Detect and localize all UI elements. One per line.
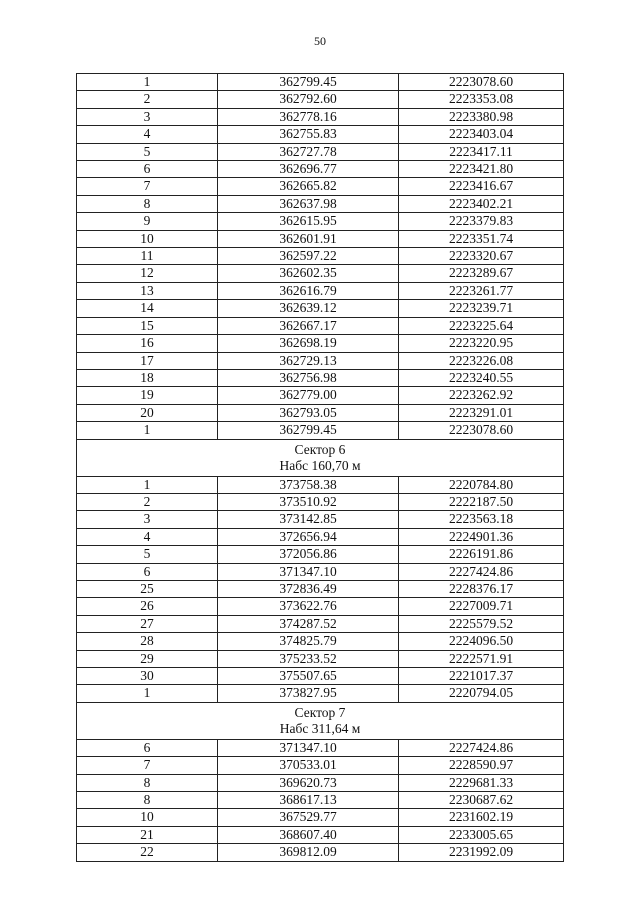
point-number-cell: 6 xyxy=(77,739,218,756)
y-coordinate-cell: 2231992.09 xyxy=(399,844,564,861)
point-number-cell: 1 xyxy=(77,685,218,702)
y-coordinate-cell: 2224096.50 xyxy=(399,633,564,650)
y-coordinate-cell: 2228376.17 xyxy=(399,580,564,597)
table-row xyxy=(77,739,564,756)
y-coordinate-cell: 2223379.83 xyxy=(399,213,564,230)
x-coordinate-cell: 362696.77 xyxy=(218,161,399,178)
sector-elevation: Набс 160,70 м xyxy=(279,457,361,473)
y-coordinate-cell: 2223220.95 xyxy=(399,335,564,352)
sector-header-cell xyxy=(77,702,564,739)
y-coordinate-cell: 2229681.33 xyxy=(399,774,564,791)
y-coordinate-cell: 2223563.18 xyxy=(399,511,564,528)
sector-header-cell xyxy=(77,439,564,476)
x-coordinate-cell: 362799.45 xyxy=(218,74,399,91)
table-row xyxy=(77,546,564,563)
point-number-cell: 1 xyxy=(77,74,218,91)
x-coordinate-cell: 362601.91 xyxy=(218,230,399,247)
coordinates-table-body xyxy=(77,74,564,862)
table-row xyxy=(77,178,564,195)
x-coordinate-cell: 362665.82 xyxy=(218,178,399,195)
point-number-cell: 30 xyxy=(77,668,218,685)
table-row xyxy=(77,563,564,580)
point-number-cell: 13 xyxy=(77,282,218,299)
table-row xyxy=(77,143,564,160)
y-coordinate-cell: 2233005.65 xyxy=(399,826,564,843)
point-number-cell: 8 xyxy=(77,792,218,809)
x-coordinate-cell: 372656.94 xyxy=(218,528,399,545)
x-coordinate-cell: 371347.10 xyxy=(218,563,399,580)
point-number-cell: 11 xyxy=(77,248,218,265)
x-coordinate-cell: 373622.76 xyxy=(218,598,399,615)
y-coordinate-cell: 2223417.11 xyxy=(399,143,564,160)
table-row xyxy=(77,213,564,230)
table-row xyxy=(77,74,564,91)
table-row xyxy=(77,387,564,404)
table-row xyxy=(77,580,564,597)
x-coordinate-cell: 372836.49 xyxy=(218,580,399,597)
x-coordinate-cell: 372056.86 xyxy=(218,546,399,563)
y-coordinate-cell: 2225579.52 xyxy=(399,615,564,632)
point-number-cell: 20 xyxy=(77,404,218,421)
x-coordinate-cell: 362615.95 xyxy=(218,213,399,230)
point-number-cell: 2 xyxy=(77,91,218,108)
x-coordinate-cell: 362756.98 xyxy=(218,369,399,386)
point-number-cell: 1 xyxy=(77,476,218,493)
y-coordinate-cell: 2220794.05 xyxy=(399,685,564,702)
x-coordinate-cell: 371347.10 xyxy=(218,739,399,756)
table-row xyxy=(77,335,564,352)
y-coordinate-cell: 2223239.71 xyxy=(399,300,564,317)
y-coordinate-cell: 2224901.36 xyxy=(399,528,564,545)
y-coordinate-cell: 2226191.86 xyxy=(399,546,564,563)
x-coordinate-cell: 362729.13 xyxy=(218,352,399,369)
x-coordinate-cell: 373142.85 xyxy=(218,511,399,528)
table-row xyxy=(77,650,564,667)
point-number-cell: 26 xyxy=(77,598,218,615)
point-number-cell: 15 xyxy=(77,317,218,334)
point-number-cell: 17 xyxy=(77,352,218,369)
x-coordinate-cell: 368617.13 xyxy=(218,792,399,809)
table-row xyxy=(77,511,564,528)
table-row xyxy=(77,476,564,493)
x-coordinate-cell: 362698.19 xyxy=(218,335,399,352)
point-number-cell: 16 xyxy=(77,335,218,352)
x-coordinate-cell: 373758.38 xyxy=(218,476,399,493)
x-coordinate-cell: 362793.05 xyxy=(218,404,399,421)
point-number-cell: 22 xyxy=(77,844,218,861)
sector-title: Сектор 6 xyxy=(294,441,346,457)
x-coordinate-cell: 362597.22 xyxy=(218,248,399,265)
point-number-cell: 19 xyxy=(77,387,218,404)
x-coordinate-cell: 362779.00 xyxy=(218,387,399,404)
y-coordinate-cell: 2223320.67 xyxy=(399,248,564,265)
point-number-cell: 8 xyxy=(77,774,218,791)
table-row xyxy=(77,598,564,615)
table-row xyxy=(77,792,564,809)
x-coordinate-cell: 362667.17 xyxy=(218,317,399,334)
table-row xyxy=(77,757,564,774)
y-coordinate-cell: 2223226.08 xyxy=(399,352,564,369)
y-coordinate-cell: 2223353.08 xyxy=(399,91,564,108)
table-row xyxy=(77,668,564,685)
x-coordinate-cell: 375233.52 xyxy=(218,650,399,667)
point-number-cell: 3 xyxy=(77,511,218,528)
y-coordinate-cell: 2223291.01 xyxy=(399,404,564,421)
y-coordinate-cell: 2230687.62 xyxy=(399,792,564,809)
x-coordinate-cell: 362637.98 xyxy=(218,195,399,212)
table-row xyxy=(77,774,564,791)
point-number-cell: 3 xyxy=(77,108,218,125)
coordinates-table xyxy=(76,73,564,862)
table-row xyxy=(77,422,564,439)
table-row xyxy=(77,826,564,843)
x-coordinate-cell: 375507.65 xyxy=(218,668,399,685)
point-number-cell: 14 xyxy=(77,300,218,317)
point-number-cell: 5 xyxy=(77,143,218,160)
sector-elevation: Набс 311,64 м xyxy=(279,720,361,736)
point-number-cell: 18 xyxy=(77,369,218,386)
y-coordinate-cell: 2222571.91 xyxy=(399,650,564,667)
y-coordinate-cell: 2223078.60 xyxy=(399,422,564,439)
y-coordinate-cell: 2231602.19 xyxy=(399,809,564,826)
x-coordinate-cell: 370533.01 xyxy=(218,757,399,774)
point-number-cell: 5 xyxy=(77,546,218,563)
y-coordinate-cell: 2223402.21 xyxy=(399,195,564,212)
point-number-cell: 1 xyxy=(77,422,218,439)
table-row xyxy=(77,195,564,212)
sector-header-row xyxy=(77,439,564,476)
point-number-cell: 7 xyxy=(77,757,218,774)
x-coordinate-cell: 369620.73 xyxy=(218,774,399,791)
point-number-cell: 27 xyxy=(77,615,218,632)
table-row xyxy=(77,528,564,545)
table-row xyxy=(77,493,564,510)
y-coordinate-cell: 2223380.98 xyxy=(399,108,564,125)
x-coordinate-cell: 373827.95 xyxy=(218,685,399,702)
table-row xyxy=(77,230,564,247)
point-number-cell: 2 xyxy=(77,493,218,510)
x-coordinate-cell: 362616.79 xyxy=(218,282,399,299)
point-number-cell: 28 xyxy=(77,633,218,650)
point-number-cell: 7 xyxy=(77,178,218,195)
table-row xyxy=(77,282,564,299)
point-number-cell: 6 xyxy=(77,563,218,580)
point-number-cell: 21 xyxy=(77,826,218,843)
point-number-cell: 10 xyxy=(77,230,218,247)
table-row xyxy=(77,161,564,178)
table-row xyxy=(77,404,564,421)
y-coordinate-cell: 2223240.55 xyxy=(399,369,564,386)
y-coordinate-cell: 2223078.60 xyxy=(399,74,564,91)
sector-title: Сектор 7 xyxy=(294,704,346,720)
table-row xyxy=(77,300,564,317)
table-row xyxy=(77,126,564,143)
table-row xyxy=(77,809,564,826)
x-coordinate-cell: 362602.35 xyxy=(218,265,399,282)
table-row xyxy=(77,615,564,632)
point-number-cell: 4 xyxy=(77,126,218,143)
y-coordinate-cell: 2223421.80 xyxy=(399,161,564,178)
table-row xyxy=(77,108,564,125)
y-coordinate-cell: 2227009.71 xyxy=(399,598,564,615)
x-coordinate-cell: 367529.77 xyxy=(218,809,399,826)
y-coordinate-cell: 2223403.04 xyxy=(399,126,564,143)
point-number-cell: 9 xyxy=(77,213,218,230)
sector-header-row xyxy=(77,702,564,739)
y-coordinate-cell: 2223262.92 xyxy=(399,387,564,404)
y-coordinate-cell: 2223351.74 xyxy=(399,230,564,247)
y-coordinate-cell: 2220784.80 xyxy=(399,476,564,493)
point-number-cell: 4 xyxy=(77,528,218,545)
table-row xyxy=(77,844,564,861)
y-coordinate-cell: 2223289.67 xyxy=(399,265,564,282)
y-coordinate-cell: 2223261.77 xyxy=(399,282,564,299)
x-coordinate-cell: 373510.92 xyxy=(218,493,399,510)
table-row xyxy=(77,265,564,282)
point-number-cell: 10 xyxy=(77,809,218,826)
x-coordinate-cell: 362792.60 xyxy=(218,91,399,108)
table-row xyxy=(77,248,564,265)
table-row xyxy=(77,369,564,386)
x-coordinate-cell: 362778.16 xyxy=(218,108,399,125)
x-coordinate-cell: 369812.09 xyxy=(218,844,399,861)
y-coordinate-cell: 2221017.37 xyxy=(399,668,564,685)
point-number-cell: 29 xyxy=(77,650,218,667)
table-row xyxy=(77,685,564,702)
x-coordinate-cell: 362755.83 xyxy=(218,126,399,143)
x-coordinate-cell: 374825.79 xyxy=(218,633,399,650)
table-row xyxy=(77,633,564,650)
x-coordinate-cell: 362727.78 xyxy=(218,143,399,160)
x-coordinate-cell: 362639.12 xyxy=(218,300,399,317)
page-number: 50 xyxy=(314,34,326,48)
table-row xyxy=(77,352,564,369)
x-coordinate-cell: 368607.40 xyxy=(218,826,399,843)
x-coordinate-cell: 362799.45 xyxy=(218,422,399,439)
y-coordinate-cell: 2228590.97 xyxy=(399,757,564,774)
y-coordinate-cell: 2227424.86 xyxy=(399,563,564,580)
y-coordinate-cell: 2222187.50 xyxy=(399,493,564,510)
point-number-cell: 25 xyxy=(77,580,218,597)
y-coordinate-cell: 2227424.86 xyxy=(399,739,564,756)
table-row xyxy=(77,317,564,334)
point-number-cell: 6 xyxy=(77,161,218,178)
x-coordinate-cell: 374287.52 xyxy=(218,615,399,632)
y-coordinate-cell: 2223416.67 xyxy=(399,178,564,195)
table-row xyxy=(77,91,564,108)
y-coordinate-cell: 2223225.64 xyxy=(399,317,564,334)
point-number-cell: 12 xyxy=(77,265,218,282)
point-number-cell: 8 xyxy=(77,195,218,212)
